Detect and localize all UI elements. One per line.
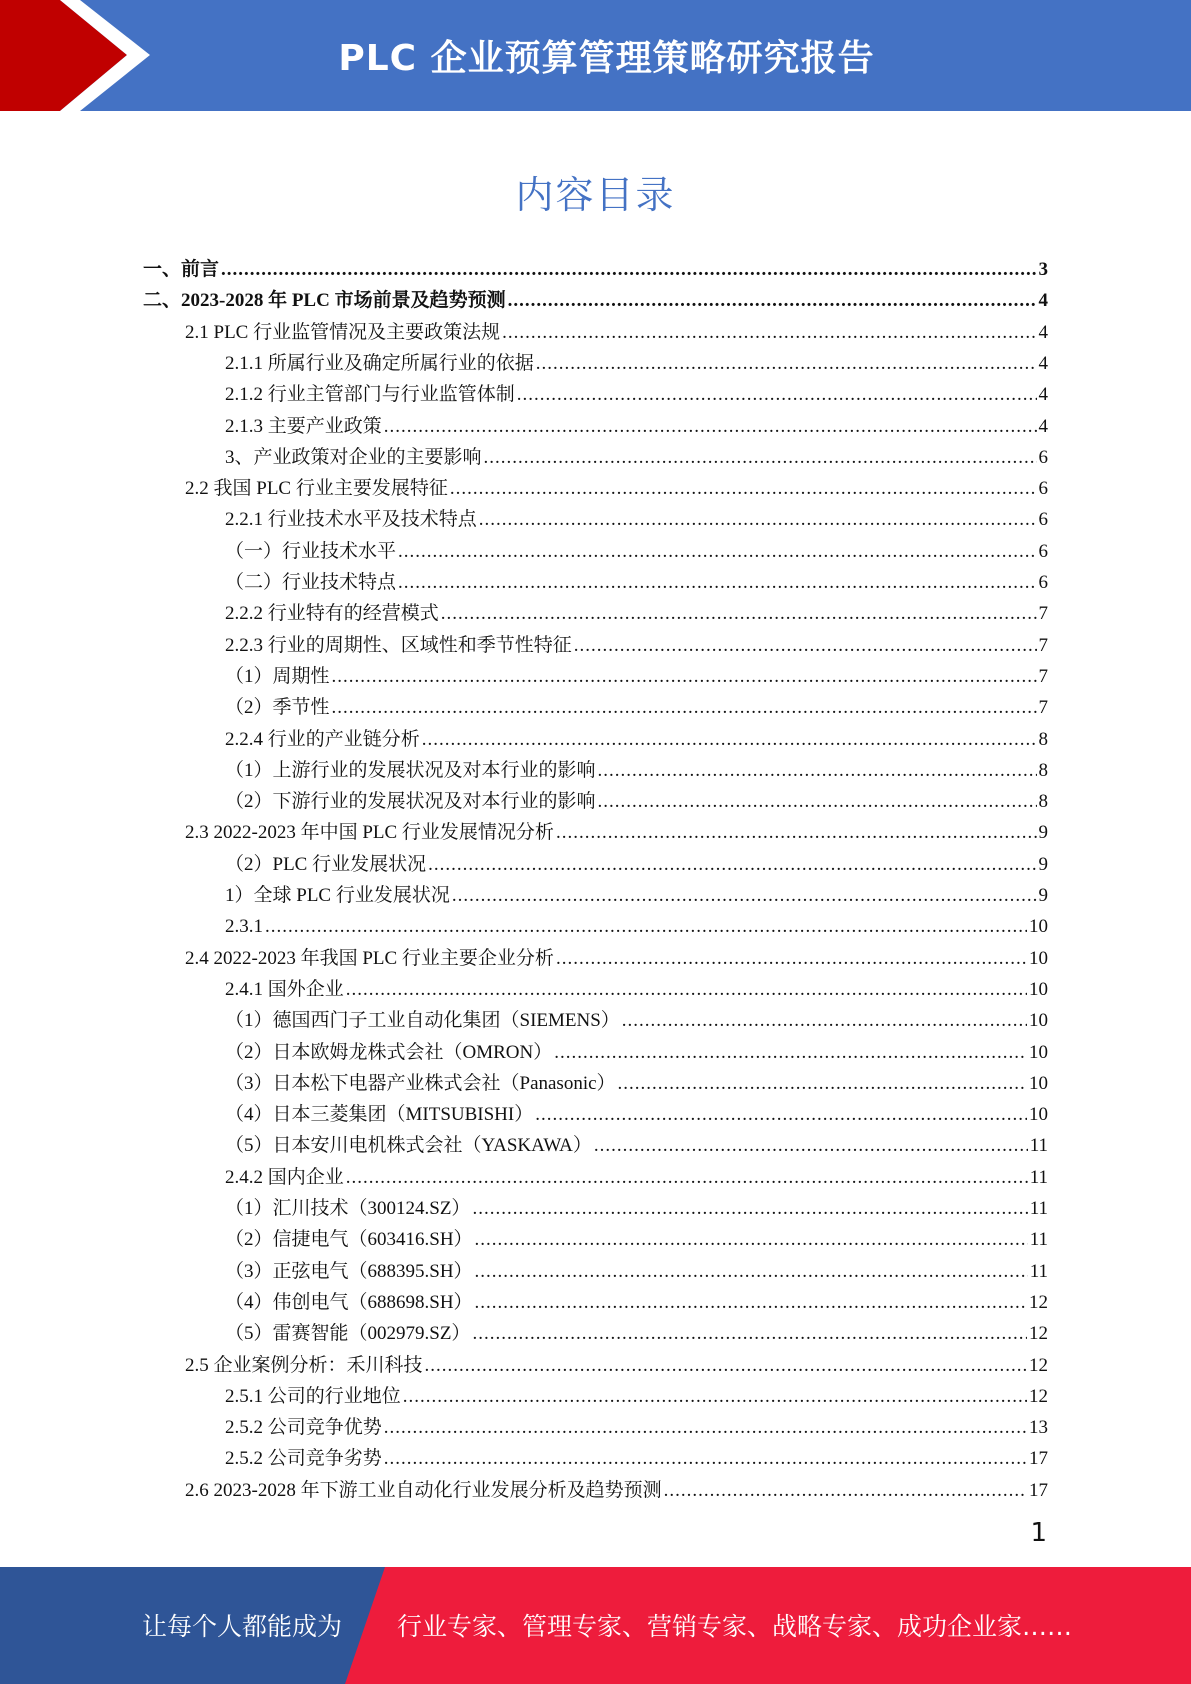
- toc-entry-page: 10: [1029, 1010, 1048, 1032]
- toc-entry[interactable]: [225, 692, 1048, 723]
- toc-entry-page: 6: [1038, 540, 1048, 562]
- toc-entry-page: 8: [1038, 791, 1048, 813]
- toc-entry-title: （4）伟创电气（688698.SH）: [225, 1291, 473, 1313]
- toc-entry-title: 二、2023-2028 年 PLC 市场前景及趋势预测: [143, 290, 506, 312]
- toc-entry[interactable]: [143, 254, 1048, 285]
- toc-entry-title: （1）上游行业的发展状况及对本行业的影响: [225, 759, 596, 781]
- header-banner: [0, 0, 1191, 111]
- toc-entry-page: 17: [1029, 1448, 1048, 1470]
- toc-dot-leader: [221, 254, 1036, 285]
- toc-dot-leader: [384, 411, 1037, 442]
- toc-entry-title: （3）正弦电气（688395.SH）: [225, 1260, 473, 1282]
- toc-entry-title: （4）日本三菱集团（MITSUBISHI）: [225, 1104, 534, 1126]
- toc-dot-leader: [594, 1130, 1028, 1161]
- toc-entry-page: 12: [1029, 1385, 1048, 1407]
- toc-entry-page: 4: [1038, 352, 1048, 374]
- toc-entry[interactable]: [185, 1475, 1048, 1506]
- toc-dot-leader: [398, 536, 1036, 567]
- toc-dot-leader: [622, 1005, 1027, 1036]
- toc-entry-page: 4: [1038, 384, 1048, 406]
- toc-entry-page: 8: [1038, 759, 1048, 781]
- toc-dot-leader: [475, 1287, 1027, 1318]
- toc-entry[interactable]: [225, 1099, 1048, 1130]
- toc-entry[interactable]: [225, 1037, 1048, 1068]
- toc-entry-title: 2.5.1 公司的行业地位: [225, 1385, 401, 1407]
- toc-entry-title: 2.6 2023-2028 年下游工业自动化行业发展分析及趋势预测: [185, 1479, 662, 1501]
- toc-dot-leader: [441, 598, 1037, 629]
- toc-entry-page: 10: [1029, 1072, 1048, 1094]
- toc-entry[interactable]: [185, 817, 1048, 848]
- toc-dot-leader: [398, 567, 1036, 598]
- toc-entry-title: 2.1.2 行业主管部门与行业监管体制: [225, 384, 515, 406]
- toc-dot-leader: [472, 1193, 1027, 1224]
- footer-slogan-right: 行业专家、管理专家、营销专家、战略专家、成功企业家……: [397, 1612, 1073, 1641]
- toc-entry-page: 12: [1029, 1323, 1048, 1345]
- toc-entry-page: 9: [1038, 822, 1048, 844]
- toc-entry-page: 13: [1029, 1417, 1048, 1439]
- toc-entry-title: 2.4.1 国外企业: [225, 978, 344, 1000]
- toc-dot-leader: [472, 1318, 1027, 1349]
- toc-entry[interactable]: [225, 567, 1048, 598]
- toc-dot-leader: [554, 1037, 1027, 1068]
- toc-dot-leader: [475, 1224, 1028, 1255]
- toc-entry-page: 10: [1029, 916, 1048, 938]
- toc-entry-page: 3: [1038, 259, 1048, 280]
- toc-entry-title: （2）日本欧姆龙株式会社（OMRON）: [225, 1041, 553, 1063]
- toc-entry-title: 一、前言: [143, 259, 220, 280]
- toc-entry-page: 9: [1038, 885, 1048, 906]
- toc-dot-leader: [425, 1350, 1027, 1381]
- toc-entry-title: （1）周期性: [225, 665, 330, 687]
- toc-entry-page: 7: [1038, 665, 1048, 687]
- toc-dot-leader: [484, 442, 1037, 473]
- toc-entry-title: 2.1 PLC 行业监管情况及主要政策法规: [185, 321, 501, 343]
- toc-entry-page: 6: [1038, 509, 1048, 531]
- toc-entry-page: 4: [1038, 415, 1048, 437]
- toc-entry[interactable]: [225, 755, 1048, 786]
- toc-entry-page: 6: [1038, 478, 1048, 500]
- toc-entry-page: 10: [1029, 1041, 1048, 1063]
- toc-entry[interactable]: [225, 1443, 1048, 1474]
- toc-entry-page: 17: [1029, 1479, 1048, 1501]
- toc-entry-page: 11: [1029, 1198, 1048, 1219]
- toc-entry-title: 2.5 企业案例分析：禾川科技: [185, 1354, 423, 1376]
- toc-entry[interactable]: [225, 1381, 1048, 1412]
- toc-entry[interactable]: [143, 285, 1048, 316]
- toc-dot-leader: [265, 911, 1027, 942]
- toc-entry[interactable]: [225, 630, 1048, 661]
- toc-dot-leader: [598, 786, 1037, 817]
- toc-heading: 内容目录: [515, 173, 676, 217]
- toc-entry[interactable]: [225, 724, 1048, 755]
- toc-entry[interactable]: [185, 473, 1048, 504]
- toc-entry-page: 11: [1029, 1135, 1048, 1157]
- toc-entry-page: 7: [1038, 634, 1048, 656]
- toc-dot-leader: [508, 285, 1037, 316]
- toc-entry[interactable]: [185, 943, 1048, 974]
- toc-entry-title: （5）日本安川电机株式会社（YASKAWA）: [225, 1135, 592, 1157]
- toc-entry-page: 12: [1029, 1354, 1048, 1376]
- toc-entry-page: 11: [1029, 1260, 1048, 1282]
- toc-entry-title: （一）行业技术水平: [225, 540, 397, 562]
- toc-entry-page: 12: [1029, 1291, 1048, 1313]
- toc-dot-leader: [479, 504, 1037, 535]
- toc-entry[interactable]: [185, 1350, 1048, 1381]
- toc-entry-title: 2.4 2022-2023 年我国 PLC 行业主要企业分析: [185, 947, 554, 969]
- toc-entry[interactable]: [225, 974, 1048, 1005]
- toc-entry[interactable]: [225, 1412, 1048, 1443]
- toc-dot-leader: [452, 880, 1037, 911]
- toc-dot-leader: [664, 1475, 1027, 1506]
- toc-entry-page: 11: [1029, 1229, 1048, 1251]
- toc-entry[interactable]: [225, 1130, 1048, 1161]
- toc-entry[interactable]: [225, 1193, 1048, 1224]
- toc-entry[interactable]: [225, 1256, 1048, 1287]
- toc-entry[interactable]: [225, 1162, 1048, 1193]
- toc-dot-leader: [502, 317, 1036, 348]
- toc-entry-title: 2.2.4 行业的产业链分析: [225, 728, 420, 750]
- header-title: PLC 企业预算管理策略研究报告: [338, 38, 875, 79]
- toc-entry-title: 2.4.2 国内企业: [225, 1166, 344, 1188]
- toc-entry[interactable]: [225, 1318, 1048, 1349]
- toc-entry-page: 10: [1029, 978, 1048, 1000]
- toc-entry-page: 6: [1038, 446, 1048, 468]
- toc-entry-page: 4: [1038, 290, 1048, 312]
- toc-dot-leader: [574, 630, 1037, 661]
- toc-dot-leader: [428, 849, 1036, 880]
- toc-dot-leader: [517, 379, 1037, 410]
- toc-dot-leader: [556, 817, 1037, 848]
- toc-entry-page: 8: [1038, 728, 1048, 750]
- toc-entry-title: （2）下游行业的发展状况及对本行业的影响: [225, 791, 596, 813]
- page-number: 1: [1030, 1518, 1047, 1548]
- toc-entry-title: （5）雷赛智能（002979.SZ）: [225, 1323, 471, 1345]
- toc-entry-title: 1）全球 PLC 行业发展状况: [225, 885, 450, 906]
- toc-entry[interactable]: [225, 849, 1048, 880]
- toc-dot-leader: [598, 755, 1037, 786]
- toc-entry[interactable]: [225, 661, 1048, 692]
- toc-dot-leader: [332, 661, 1037, 692]
- toc-dot-leader: [536, 348, 1037, 379]
- footer-slogan-left: 让每个人都能成为: [142, 1612, 343, 1641]
- toc-entry[interactable]: [225, 536, 1048, 567]
- toc-entry-title: 2.2.2 行业特有的经营模式: [225, 603, 439, 625]
- toc-entry[interactable]: [225, 598, 1048, 629]
- toc-entry[interactable]: [225, 786, 1048, 817]
- toc-entry-title: （2）PLC 行业发展状况: [225, 853, 427, 875]
- toc-entry-title: 3、产业政策对企业的主要影响: [225, 446, 482, 468]
- toc-dot-leader: [556, 943, 1027, 974]
- toc-entry-title: （2）信捷电气（603416.SH）: [225, 1229, 473, 1251]
- toc-entry-title: 2.2.3 行业的周期性、区域性和季节性特征: [225, 634, 572, 656]
- toc-entry-title: 2.3 2022-2023 年中国 PLC 行业发展情况分析: [185, 822, 554, 844]
- toc-entry[interactable]: [225, 1287, 1048, 1318]
- toc-entry[interactable]: [225, 348, 1048, 379]
- toc-entry-title: （二）行业技术特点: [225, 572, 397, 593]
- toc-entry-title: 2.2.1 行业技术水平及技术特点: [225, 509, 477, 531]
- toc-entry-page: 7: [1038, 697, 1048, 719]
- toc-entry-title: 2.1.3 主要产业政策: [225, 415, 382, 437]
- toc-dot-leader: [422, 724, 1037, 755]
- toc-dot-leader: [384, 1443, 1027, 1474]
- toc-dot-leader: [450, 473, 1037, 504]
- toc-entry-title: （2）季节性: [225, 697, 330, 719]
- toc-entry-page: 9: [1038, 853, 1048, 875]
- toc-entry[interactable]: [225, 442, 1048, 473]
- toc-entry-page: 10: [1029, 1104, 1048, 1126]
- toc-entry-title: 2.2 我国 PLC 行业主要发展特征: [185, 478, 448, 500]
- toc-entry-title: 2.3.1: [225, 916, 263, 938]
- toc-entry[interactable]: [225, 911, 1048, 942]
- toc-entry-page: 6: [1038, 572, 1048, 593]
- toc-dot-leader: [332, 692, 1037, 723]
- toc-entry-title: 2.5.2 公司竞争劣势: [225, 1448, 382, 1470]
- toc-entry[interactable]: [225, 411, 1048, 442]
- toc-dot-leader: [384, 1412, 1027, 1443]
- toc-entry-page: 4: [1038, 321, 1048, 343]
- toc-dot-leader: [346, 1162, 1028, 1193]
- toc-entry-title: 2.5.2 公司竞争优势: [225, 1417, 382, 1439]
- toc-entry-page: 7: [1038, 603, 1048, 625]
- toc-entry[interactable]: [225, 880, 1048, 911]
- toc-entry-title: 2.1.1 所属行业及确定所属行业的依据: [225, 352, 534, 374]
- toc-entry[interactable]: [225, 1068, 1048, 1099]
- toc-dot-leader: [403, 1381, 1027, 1412]
- toc-dot-leader: [618, 1068, 1027, 1099]
- toc-entry-page: 10: [1029, 947, 1048, 969]
- toc-entry-page: 11: [1029, 1166, 1048, 1188]
- toc-entry[interactable]: [225, 1224, 1048, 1255]
- toc-entry[interactable]: [225, 1005, 1048, 1036]
- footer-banner: [0, 1567, 1191, 1684]
- toc-entry[interactable]: [185, 317, 1048, 348]
- toc-entry-title: （1）汇川技术（300124.SZ）: [225, 1198, 471, 1219]
- toc-dot-leader: [535, 1099, 1027, 1130]
- toc-entry-title: （3）日本松下电器产业株式会社（Panasonic）: [225, 1072, 616, 1094]
- toc-entry-title: （1）德国西门子工业自动化集团（SIEMENS）: [225, 1010, 620, 1032]
- toc-entry[interactable]: [225, 379, 1048, 410]
- toc-dot-leader: [346, 974, 1027, 1005]
- toc-dot-leader: [475, 1256, 1028, 1287]
- toc-entry[interactable]: [225, 504, 1048, 535]
